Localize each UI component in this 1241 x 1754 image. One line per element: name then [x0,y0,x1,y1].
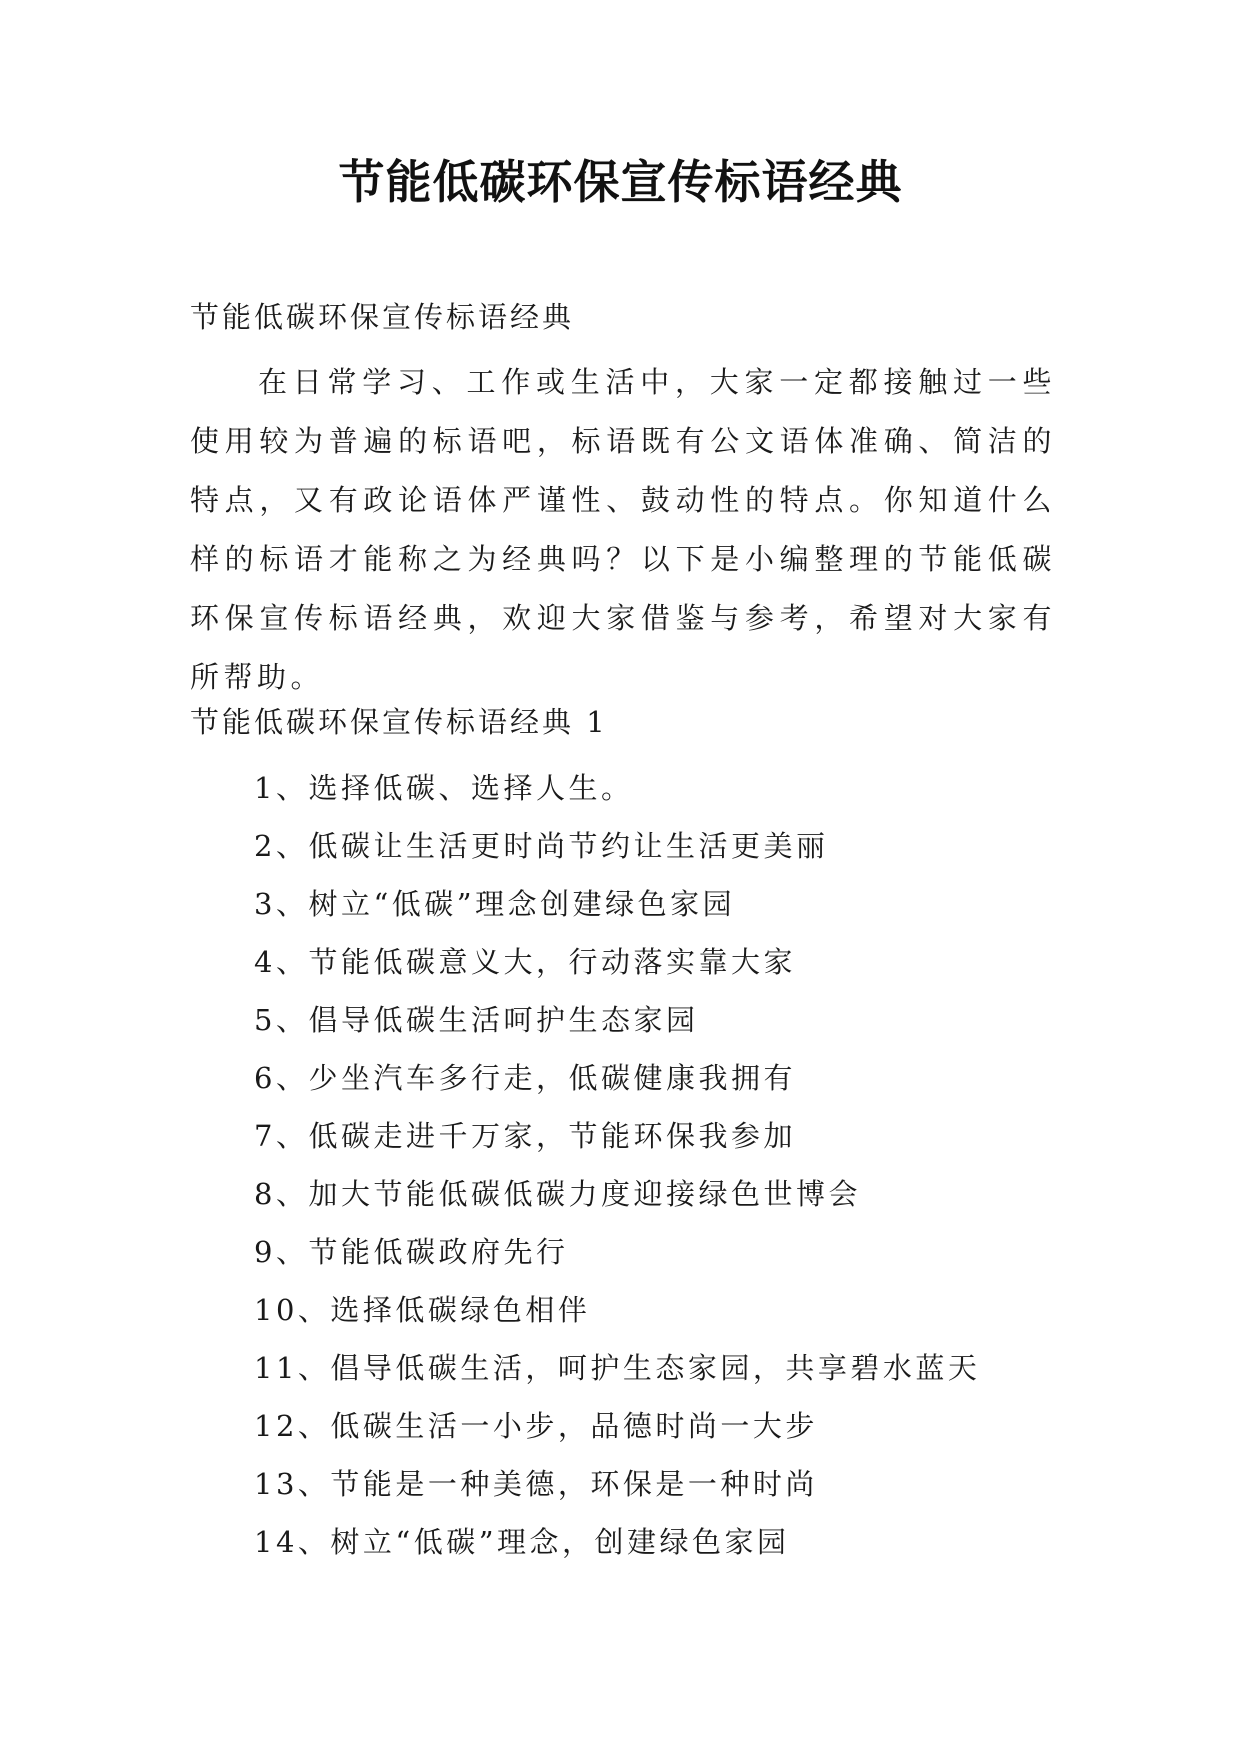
slogan-item: 8、加大节能低碳低碳力度迎接绿色世博会 [254,1177,861,1211]
document-subheading: 节能低碳环保宣传标语经典 [190,300,575,334]
slogan-item: 14、树立“低碳”理念，创建绿色家园 [254,1525,790,1559]
slogan-item: 6、少坐汽车多行走，低碳健康我拥有 [254,1061,796,1095]
slogan-item: 5、倡导低碳生活呵护生态家园 [254,1003,699,1037]
slogan-item: 12、低碳生活一小步，品德时尚一大步 [254,1409,818,1443]
slogan-item: 2、低碳让生活更时尚节约让生活更美丽 [254,829,829,863]
slogan-item: 13、节能是一种美德，环保是一种时尚 [254,1467,818,1501]
slogan-item: 4、节能低碳意义大，行动落实靠大家 [254,945,796,979]
slogan-list [254,759,980,1571]
slogan-item: 9、节能低碳政府先行 [254,1235,569,1269]
slogan-item: 3、树立“低碳”理念创建绿色家园 [254,887,736,921]
section-heading: 节能低碳环保宣传标语经典 1 [190,705,608,739]
slogan-item: 1、选择低碳、选择人生。 [254,771,634,805]
slogan-item: 7、低碳走进千万家，节能环保我参加 [254,1119,796,1153]
slogan-item: 10、选择低碳绿色相伴 [254,1293,591,1327]
intro-paragraph: 在日常学习、工作或生活中，大家一定都接触过一些使用较为普遍的标语吧，标语既有公文语体准确、简洁的特点，又有政论语体严谨性、鼓动性的特点。你知道什么样的标语才能称之为经典吗？以下是小编整理的节能低碳环保宣传标语经典，欢迎大家借鉴与参考，希望对大家有所帮助。 [190,365,1056,694]
slogan-item: 11、倡导低碳生活，呵护生态家园，共享碧水蓝天 [254,1351,981,1385]
document-title: 节能低碳环保宣传标语经典 [338,155,903,209]
